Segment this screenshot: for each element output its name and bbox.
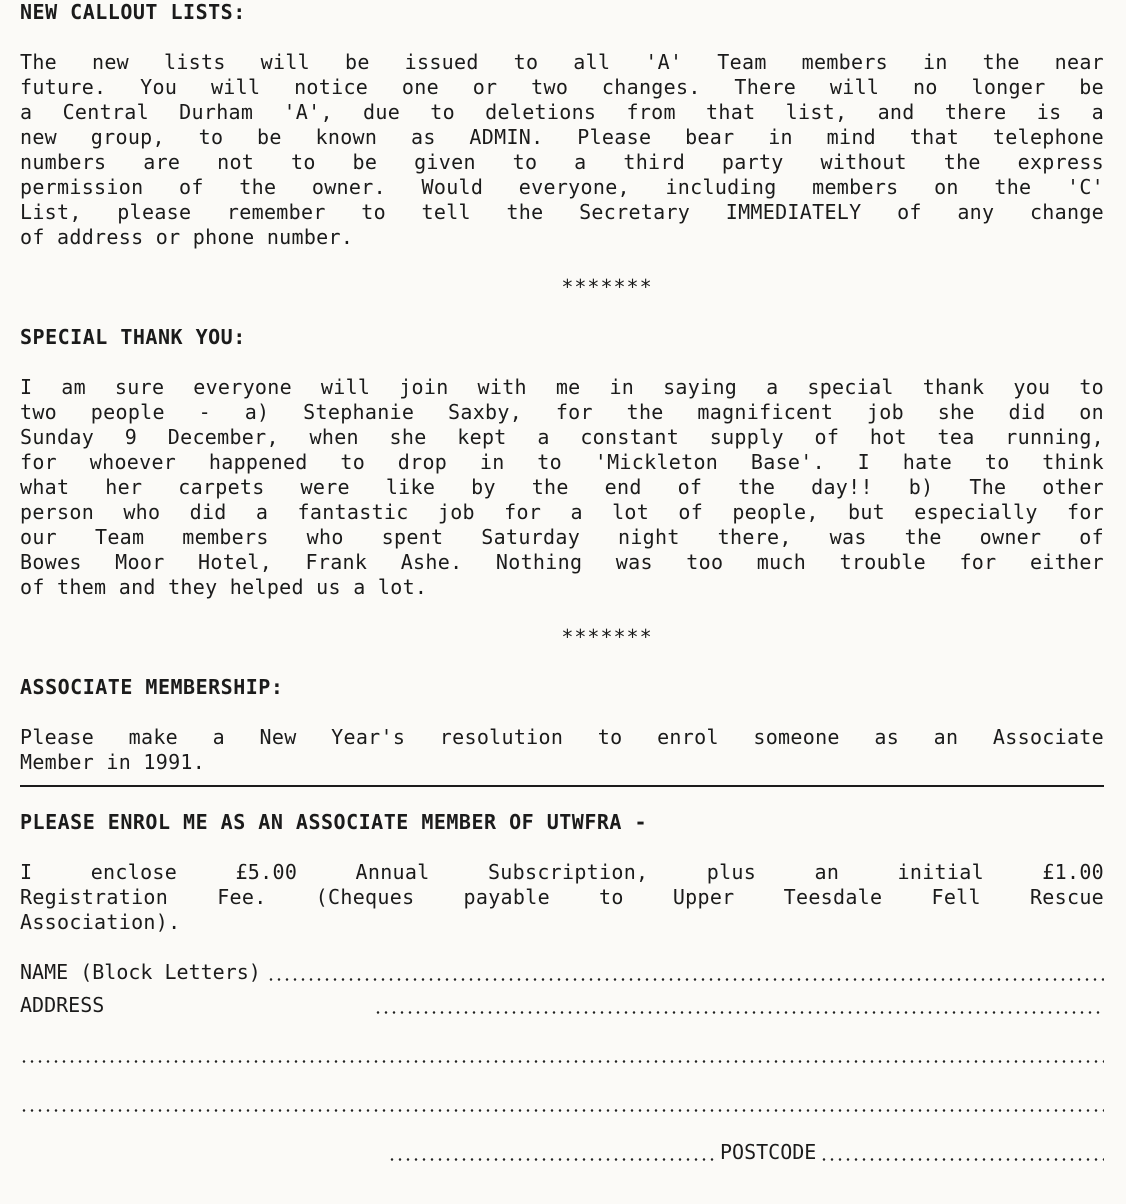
associate-heading: ASSOCIATE MEMBERSHIP: — [20, 675, 284, 699]
callout-line: future. You will notice one or two changes. There will no longer be — [20, 75, 1104, 99]
associate-paragraph — [20, 725, 1104, 775]
address-dotted-line-2[interactable] — [20, 1042, 1104, 1067]
thanks-line: I am sure everyone will join with me in saying a special thank you to — [20, 375, 1104, 399]
callout-line: permission of the owner. Would everyone, including members on the 'C' — [20, 175, 1104, 199]
form-paragraph — [20, 860, 1104, 935]
address-line-3[interactable] — [20, 1091, 1104, 1116]
callout-line: The new lists will be issued to all 'A' Team members in the near — [20, 50, 1104, 74]
name-label: NAME (Block Letters) — [20, 960, 261, 984]
associate-line: Member in 1991. — [20, 750, 206, 774]
callout-line: of address or phone number. — [20, 225, 354, 249]
name-field[interactable] — [20, 960, 1104, 985]
thanks-line: what her carpets were like by the end of the day!! b) The other — [20, 475, 1104, 499]
newsletter-page — [20, 0, 1104, 1165]
postcode-field[interactable] — [20, 1140, 1104, 1165]
address-dotted-line-3[interactable] — [20, 1091, 1104, 1116]
thanks-line: person who did a fantastic job for a lot of people, but especially for — [20, 500, 1104, 524]
address-label: ADDRESS — [20, 993, 105, 1017]
address-dotted-line-1[interactable] — [374, 993, 1104, 1018]
postcode-left-dots[interactable] — [388, 1140, 716, 1165]
form-line: I enclose £5.00 Annual Subscription, plus an initial £1.00 — [20, 860, 1104, 884]
callout-paragraph — [20, 50, 1104, 250]
address-field[interactable] — [20, 993, 1104, 1018]
thanks-line: of them and they helped us a lot. — [20, 575, 428, 599]
postcode-label: POSTCODE — [720, 1140, 817, 1164]
associate-line: Please make a New Year's resolution to enrol someone as an Associate — [20, 725, 1104, 749]
callout-heading: NEW CALLOUT LISTS: — [20, 0, 246, 24]
thanks-line: for whoever happened to drop in to 'Mickleton Base'. I hate to think — [20, 450, 1104, 474]
callout-line: new group, to be known as ADMIN. Please bear in mind that telephone — [20, 125, 1104, 149]
form-heading: PLEASE ENROL ME AS AN ASSOCIATE MEMBER OF UTWFRA - — [20, 810, 648, 834]
name-dotted-line[interactable] — [267, 960, 1104, 985]
thanks-heading: SPECIAL THANK YOU: — [20, 325, 246, 349]
callout-line: numbers are not to be given to a third party without the express — [20, 150, 1104, 174]
separator-stars: ******* — [561, 625, 653, 649]
thanks-line: Sunday 9 December, when she kept a constant supply of hot tea running, — [20, 425, 1104, 449]
callout-line: a Central Durham 'A', due to deletions from that list, and there is a — [20, 100, 1104, 124]
thanks-line: Bowes Moor Hotel, Frank Ashe. Nothing was too much trouble for either — [20, 550, 1104, 574]
callout-line: List, please remember to tell the Secretary IMMEDIATELY of any change — [20, 200, 1104, 224]
form-line: Association). — [20, 910, 181, 934]
postcode-right-dots[interactable] — [820, 1140, 1104, 1165]
thanks-line: two people - a) Stephanie Saxby, for the magnificent job she did on — [20, 400, 1104, 424]
address-line-2[interactable] — [20, 1042, 1104, 1067]
separator-stars: ******* — [561, 275, 653, 299]
thanks-paragraph — [20, 375, 1104, 600]
thanks-line: our Team members who spent Saturday night there, was the owner of — [20, 525, 1104, 549]
form-line: Registration Fee. (Cheques payable to Upper Teesdale Fell Rescue — [20, 885, 1104, 909]
